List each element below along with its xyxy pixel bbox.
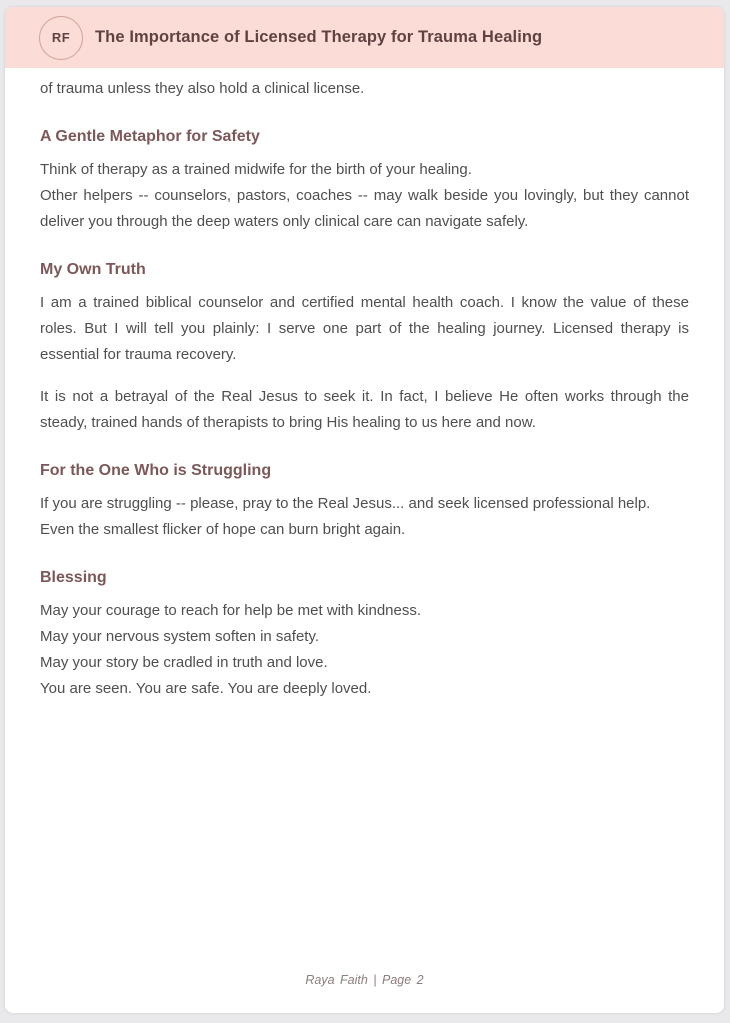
paragraph: May your story be cradled in truth and love.: [40, 654, 328, 671]
document-body: [5, 76, 724, 702]
paragraph: May your nervous system soften in safety.: [40, 628, 320, 645]
section-heading-blessing: Blessing: [40, 569, 107, 586]
paragraph: It is not a betrayal of the Real Jesus to seek it. In fact, I believe He often works through the steady, trained hands of therapists to bring His healing to us here and now.: [40, 388, 689, 431]
document-page: [5, 7, 724, 1013]
rf-logo-badge: [39, 16, 83, 60]
paragraph: If you are struggling -- please, pray to the Real Jesus... and seek licensed professional help.: [40, 495, 651, 512]
paragraph: You are seen. You are safe. You are deeply loved.: [40, 680, 372, 697]
paragraph: May your courage to reach for help be met with kindness.: [40, 602, 422, 619]
paragraph: Think of therapy as a trained midwife for the birth of your healing.: [40, 161, 472, 178]
page-header: [5, 7, 724, 68]
document-title: The Importance of Licensed Therapy for Trauma Healing: [95, 28, 543, 46]
rf-logo-initials: RF: [51, 30, 71, 45]
paragraph: I am a trained biblical counselor and certified mental health coach. I know the value of these roles. But I will tell you plainly: I serve one part of the healing journey. Licensed therapy is essential for trauma recovery.: [40, 294, 689, 363]
paragraph: Even the smallest flicker of hope can burn bright again.: [40, 521, 406, 538]
paragraph: Other helpers -- counselors, pastors, coaches -- may walk beside you lovingly, but they cannot deliver you through the deep waters only clinical care can navigate safely.: [40, 187, 689, 230]
page-footer: Raya Faith | Page 2: [305, 973, 424, 987]
section-heading-gentle-metaphor: A Gentle Metaphor for Safety: [40, 128, 260, 145]
section-heading-for-the-one-struggling: For the One Who is Struggling: [40, 462, 272, 479]
intro-paragraph: of trauma unless they also hold a clinical license.: [40, 80, 365, 97]
section-heading-my-own-truth: My Own Truth: [40, 261, 146, 278]
